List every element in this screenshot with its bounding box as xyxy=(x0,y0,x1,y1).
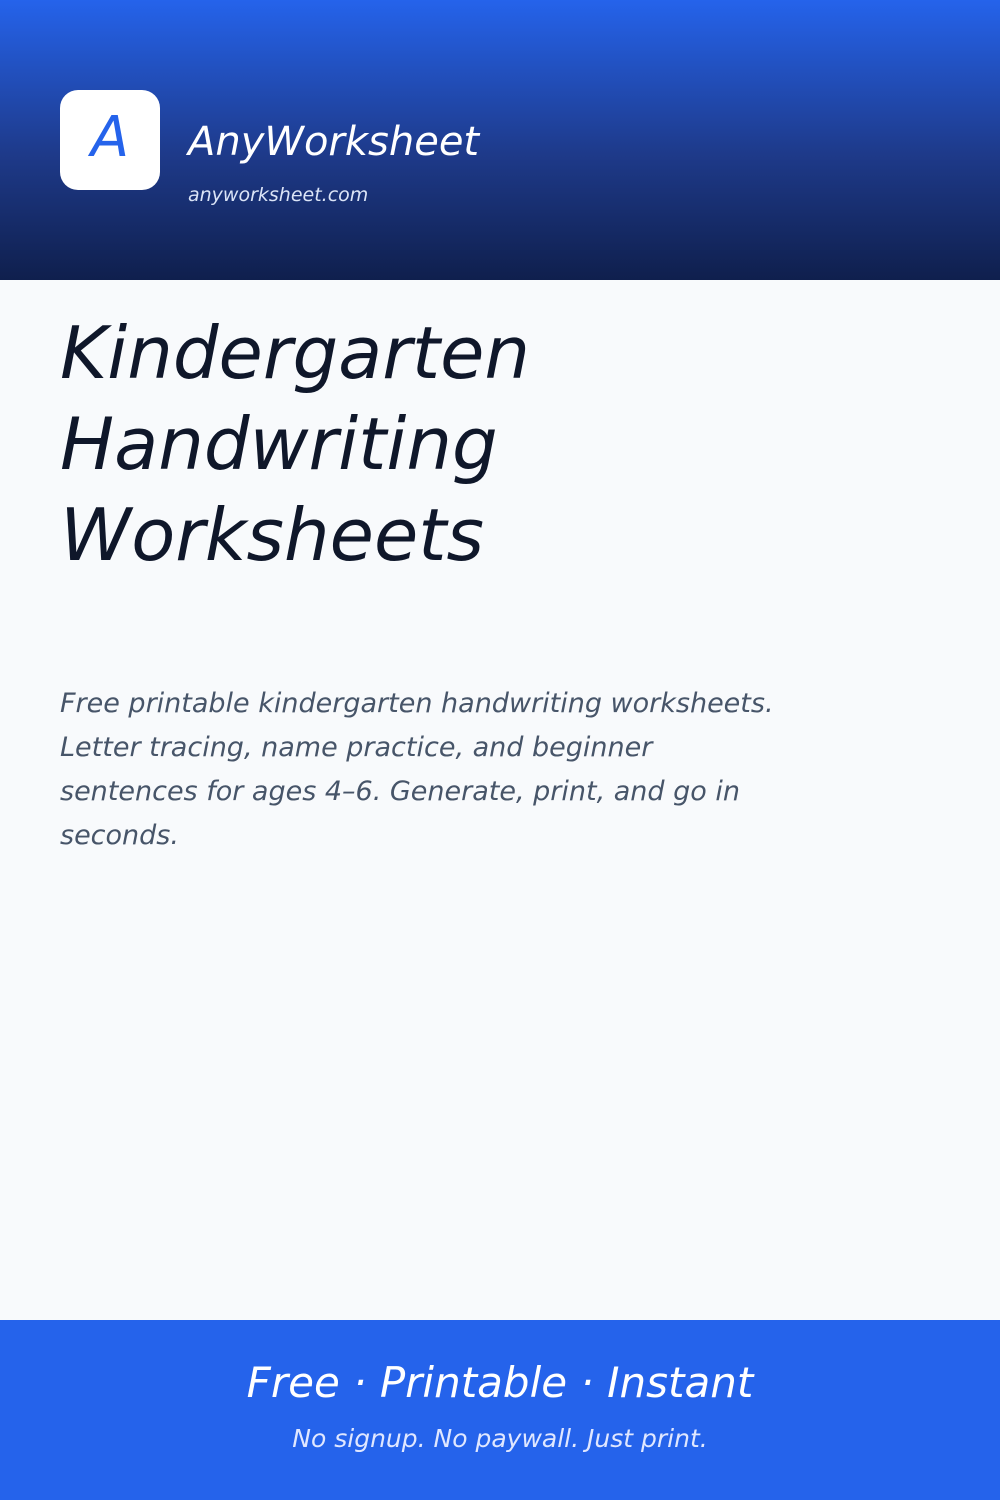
footer-subtext: No signup. No paywall. Just print. xyxy=(292,1424,708,1453)
description-line: Letter tracing, name practice, and beginner xyxy=(60,732,653,763)
title-line: Worksheets xyxy=(60,493,485,577)
description-line: sentences for ages 4–6. Generate, print, and go in xyxy=(60,776,740,807)
header-banner xyxy=(0,0,1000,280)
logo-letter: A xyxy=(90,105,130,170)
title-line: Kindergarten xyxy=(60,311,531,395)
description-line: Free printable kindergarten handwriting worksheets. xyxy=(60,688,774,719)
title-line: Handwriting xyxy=(60,402,498,486)
brand-logo[interactable] xyxy=(60,90,160,190)
page-description xyxy=(60,682,860,858)
brand-name[interactable]: AnyWorksheet xyxy=(188,119,480,165)
footer-banner xyxy=(0,1320,1000,1500)
footer-tagline: Free · Printable · Instant xyxy=(246,1358,754,1407)
brand-url[interactable]: anyworksheet.com xyxy=(188,184,369,206)
page-title xyxy=(60,308,820,581)
description-line: seconds. xyxy=(60,820,179,851)
